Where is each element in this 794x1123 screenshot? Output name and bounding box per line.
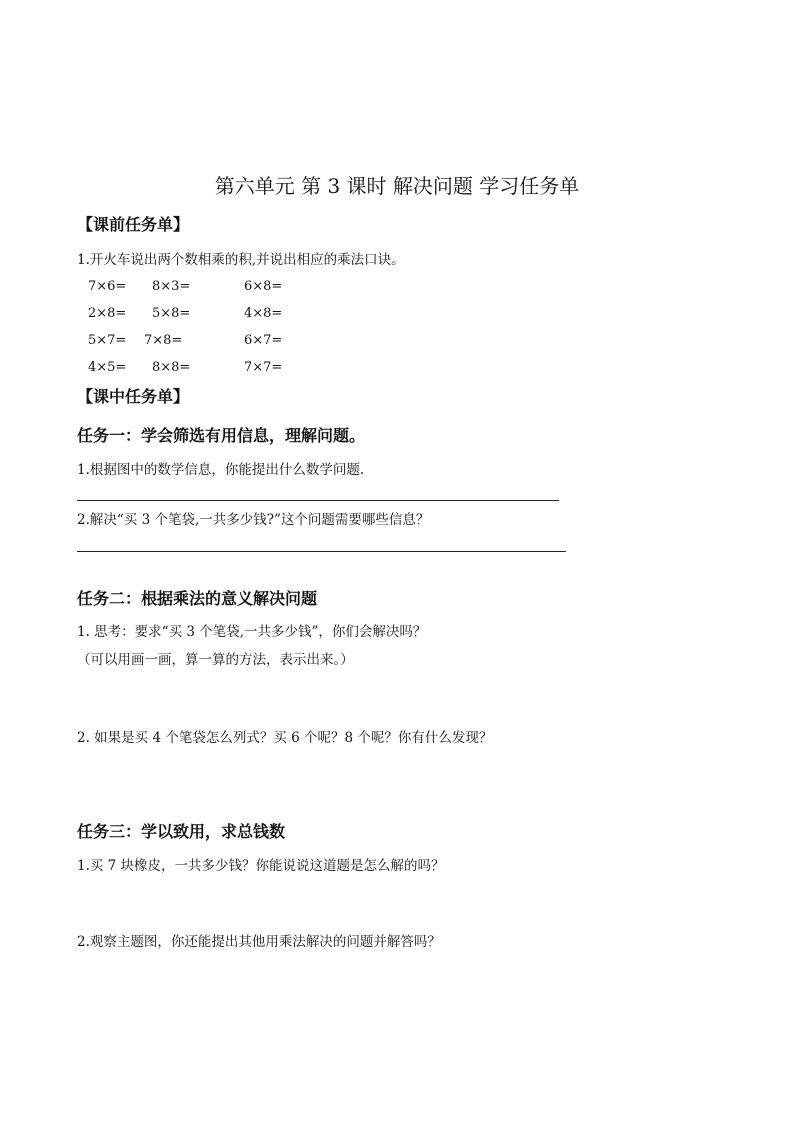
- equation: 5×8=: [152, 306, 191, 321]
- pre-class-question-1: 1.开火车说出两个数相乘的积,并说出相应的乘法口诀。: [77, 252, 405, 268]
- task-3-question-2: 2.观察主题图，你还能提出其他用乘法解决的问题并解答吗？: [77, 934, 441, 950]
- page-title: 第六单元 第 3 课时 解决问题 学习任务单: [214, 174, 580, 198]
- answer-line[interactable]: [77, 500, 559, 501]
- equation: 8×3=: [152, 279, 191, 294]
- equation: 4×8=: [244, 306, 283, 321]
- task-2-question-2: 2. 如果是买 4 个笔袋怎么列式？买 6 个呢？8 个呢？你有什么发现？: [77, 730, 493, 746]
- task-3-question-1: 1.买 7 块橡皮，一共多少钱？你能说说这道题是怎么解的吗？: [77, 858, 445, 874]
- equation: 4×5=: [88, 360, 127, 375]
- equation: 8×8=: [152, 360, 191, 375]
- equation: 6×8=: [244, 279, 283, 294]
- in-class-heading: 【课中任务单】: [77, 387, 190, 406]
- equation: 2×8=: [88, 306, 127, 321]
- pre-class-heading: 【课前任务单】: [77, 215, 190, 234]
- answer-line[interactable]: [77, 551, 566, 552]
- task-1-question-1: 1.根据图中的数学信息，你能提出什么数学问题.: [77, 462, 365, 478]
- task-1-title: 任务一：学会筛选有用信息，理解问题。: [77, 426, 366, 445]
- task-1-question-2: 2.解决“买 3 个笔袋,一共多少钱?”这个问题需要哪些信息？: [77, 512, 430, 528]
- equation: 7×6=: [88, 279, 127, 294]
- task-2-question-1-note: （可以用画一画，算一算的方法，表示出来。）: [77, 652, 354, 668]
- task-2-title: 任务二：根据乘法的意义解决问题: [77, 589, 318, 608]
- task-3-title: 任务三：学以致用，求总钱数: [77, 822, 286, 841]
- equation: 6×7=: [244, 333, 283, 348]
- equation: 5×7=: [88, 333, 127, 348]
- equation: 7×8=: [144, 333, 183, 348]
- task-2-question-1: 1. 思考：要求“买 3 个笔袋,一共多少钱”，你们会解决吗？: [77, 624, 427, 640]
- equation: 7×7=: [244, 360, 283, 375]
